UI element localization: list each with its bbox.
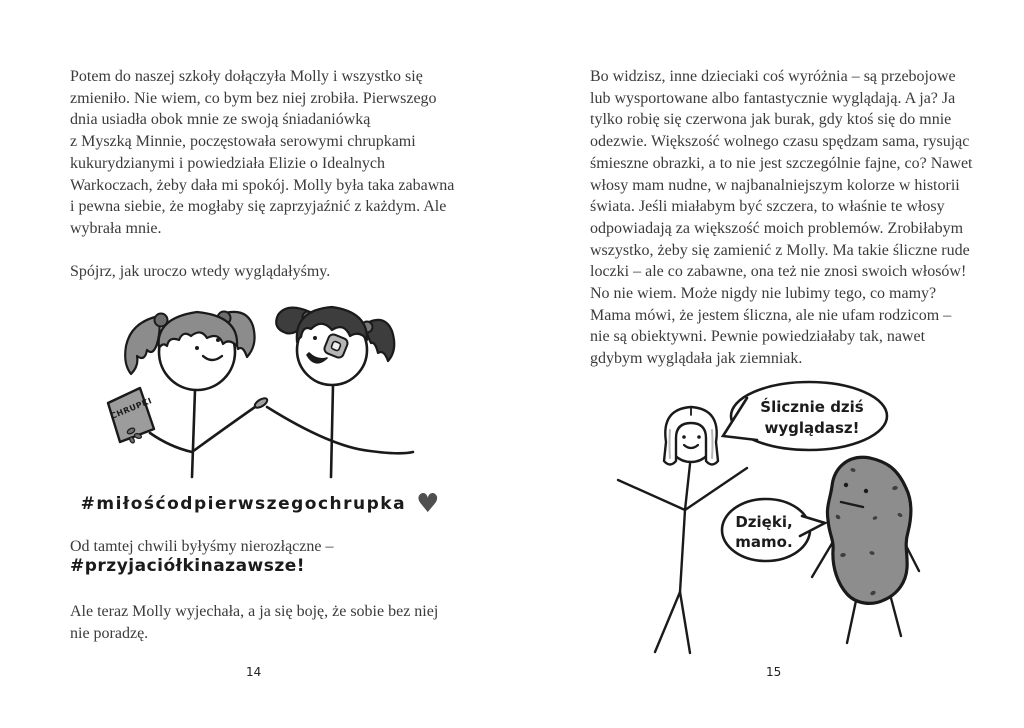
mom-speech-bubble: [723, 382, 887, 450]
right-page-number: 15: [766, 665, 782, 679]
crisps-bag: [108, 388, 154, 444]
left-paragraph-4: Ale teraz Molly wyjechała, a ja się boję, że sobie bez niej nie poradzę.: [70, 603, 439, 642]
girl1-left-pigtail: [125, 316, 159, 374]
heart-icon: ♥: [416, 489, 440, 519]
potato-speech-bubble: [722, 499, 825, 561]
left-paragraph-3: Od tamtej chwili byłyśmy nierozłączne –: [70, 538, 334, 555]
potato-character: [812, 457, 919, 643]
left-page-number: 14: [246, 665, 262, 679]
caption-hashtag-text: #miłośćodpierwszegochrupka: [80, 494, 407, 514]
caption-hashtag-row: [80, 489, 440, 519]
girl-narrator-figure: [108, 312, 255, 478]
potato-bubble-line-1: Dzięki,: [735, 513, 793, 531]
right-paragraph-1: Bo widzisz, inne dzieciaki coś wyróżnia – są przebojowe lub wysportowane albo fantastycznie wyglądają. A ja? Ja tylko robię się czerwona jak burak, gdy ktoś się do mnie odezwie. Większość wolnego czasu spędzam sama, rysując śmieszne obrazki, a to nie jest szczególnie fajne, co? Nawet włosy mam nudne, w najbanalniejszym kolorze w historii świata. Jeśli miałabym być szczera, to właśnie te włosy odpowiadają za większość moich problemów. Zrobiłabym wszystko, żeby się zamienić z Molly. Ma takie śliczne rude loczki – ale co zabawne, ona też nie znosi swoich włosów! No nie wiem. Może nigdy nie lubimy tego, co mamy? Mama mówi, że jestem śliczna, ale nie ufam rodzicom – nie są obiektywni. Pewnie powiedziałaby tak, nawet gdybym wyglądała jak ziemniak.: [590, 68, 973, 368]
mom-potato-illustration: [600, 378, 940, 668]
crisps-bag-label: CHRUPKI: [109, 396, 154, 421]
potato-body: [827, 457, 910, 603]
left-paragraph-2: Spójrz, jak uroczo wtedy wyglądałyśmy.: [70, 263, 331, 280]
mom-bubble-line-1: Ślicznie dziś: [760, 398, 864, 416]
mom-bubble-line-2: wyglądasz!: [764, 419, 860, 437]
two-girls-illustration: [95, 300, 430, 485]
girl-molly-figure: [267, 307, 413, 477]
friends-forever-hashtag: #przyjaciółkinazawsze!: [70, 556, 306, 576]
potato-bubble-line-2: mamo.: [735, 533, 793, 551]
left-paragraph-1: Potem do naszej szkoły dołączyła Molly i wszystko się zmieniło. Nie wiem, co bym bez niej zrobiła. Pierwszego dnia usiadła obok mnie ze swoją śniadaniówką z Myszką Minnie, poczęstowała serowymi chrupkami kukurydzianymi i powiedziała Elizie o Idealnych Warkoczach, żeby dała mi spokój. Molly była taka zabawna i pewna siebie, że mogłaby się zaprzyjaźnić z każdym. Ale wybrała mnie.: [70, 68, 455, 237]
